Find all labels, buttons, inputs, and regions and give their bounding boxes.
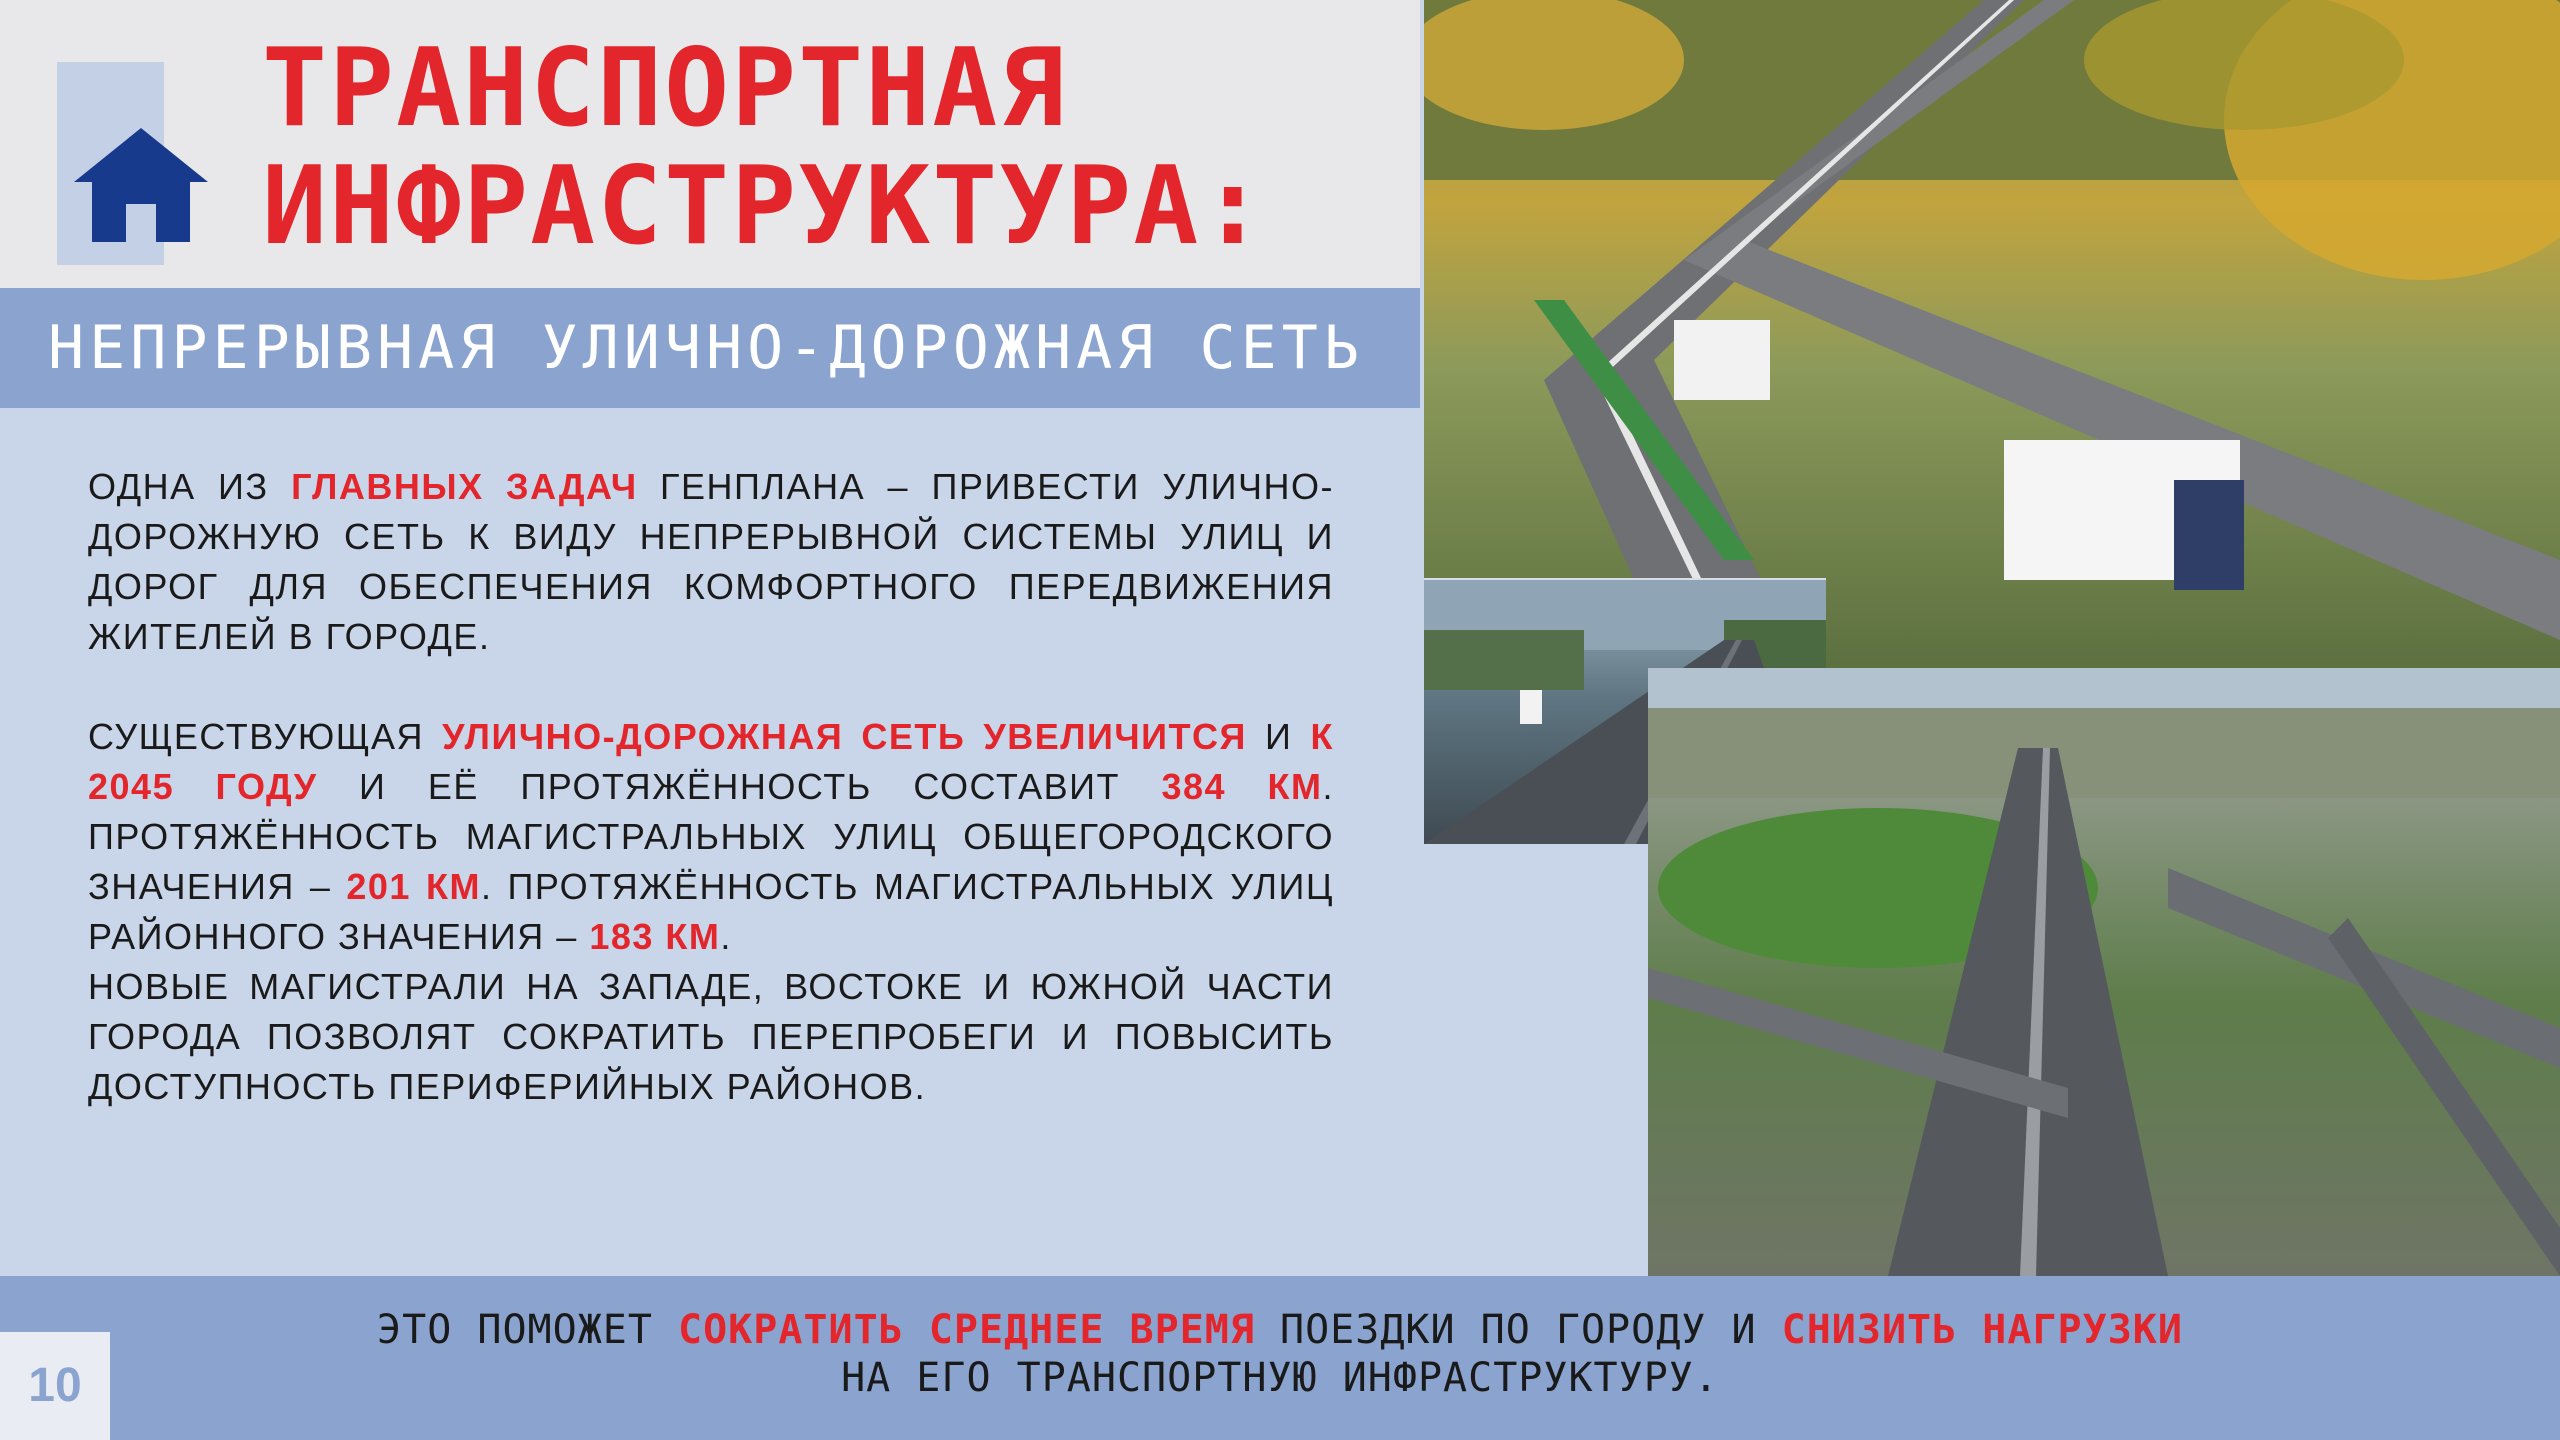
paragraph-new-highways: НОВЫЕ МАГИСТРАЛИ НА ЗАПАДЕ, ВОСТОКЕ И ЮЖНОЙ ЧАСТИ ГОРОДА ПОЗВОЛЯТ СОКРАТИТЬ ПЕРЕПРОБЕГИ И ПОВЫСИТЬ ДОСТУПНОСТЬ ПЕРИФЕРИЙНЫХ РАЙОНОВ. bbox=[88, 966, 1334, 1107]
highlight-main-tasks: ГЛАВНЫХ ЗАДАЧ bbox=[291, 466, 638, 507]
highway-photo-main bbox=[1424, 0, 2560, 668]
title-line-1: ТРАНСПОРТНАЯ bbox=[262, 26, 1067, 151]
highlight-reduce-time: СОКРАТИТЬ СРЕДНЕЕ ВРЕМЯ bbox=[678, 1307, 1255, 1353]
highlight-network-grows: УЛИЧНО-ДОРОЖНАЯ СЕТЬ УВЕЛИЧИТСЯ bbox=[442, 716, 1247, 757]
highway-photo-interchange bbox=[1648, 668, 2560, 1276]
highlight-district-length: 183 КМ bbox=[589, 916, 721, 957]
body-text bbox=[88, 462, 1334, 1112]
paragraph-goal: ОДНА ИЗ ГЛАВНЫХ ЗАДАЧ ГЕНПЛАНА – ПРИВЕСТИ УЛИЧНО-ДОРОЖНУЮ СЕТЬ К ВИДУ НЕПРЕРЫВНОЙ СИСТЕМЫ УЛИЦ И ДОРОГ ДЛЯ ОБЕСПЕЧЕНИЯ КОМФОРТНОГО ПЕРЕДВИЖЕНИЯ ЖИТЕЛЕЙ В ГОРОДЕ. bbox=[88, 466, 1334, 657]
subtitle: НЕПРЕРЫВНАЯ УЛИЧНО-ДОРОЖНАЯ СЕТЬ bbox=[48, 313, 1364, 383]
footer-conclusion: ЭТО ПОМОЖЕТ СОКРАТИТЬ СРЕДНЕЕ ВРЕМЯ ПОЕЗДКИ ПО ГОРОДУ И СНИЗИТЬ НАГРУЗКИ НА ЕГО ТРАНСПОРТНУЮ ИНФРАСТРУКТУРУ. bbox=[377, 1307, 2183, 1401]
highlight-year-2045: К 2045 ГОДУ bbox=[88, 716, 1334, 807]
highlight-reduce-load: СНИЗИТЬ НАГРУЗКИ bbox=[1781, 1307, 2183, 1353]
page-title bbox=[262, 26, 1268, 269]
house-icon bbox=[72, 124, 210, 244]
highlight-citywide-length: 201 КМ bbox=[346, 866, 481, 907]
page-number: 10 bbox=[28, 1359, 82, 1412]
highlight-total-length: 384 КМ bbox=[1161, 766, 1323, 807]
subtitle-band bbox=[0, 288, 1420, 408]
page-number-box bbox=[0, 1332, 110, 1440]
title-area bbox=[0, 0, 1420, 288]
title-line-2: ИНФРАСТРУКТУРА: bbox=[262, 144, 1268, 269]
paragraph-network-growth: СУЩЕСТВУЮЩАЯ УЛИЧНО-ДОРОЖНАЯ СЕТЬ УВЕЛИЧИТСЯ И К 2045 ГОДУ И ЕЁ ПРОТЯЖЁННОСТЬ СОСТАВИТ 384 КМ. ПРОТЯЖЁННОСТЬ МАГИСТРАЛЬНЫХ УЛИЦ ОБЩЕГОРОДСКОГО ЗНАЧЕНИЯ – 201 КМ. ПРОТЯЖЁННОСТЬ МАГИСТРАЛЬНЫХ УЛИЦ РАЙОННОГО ЗНАЧЕНИЯ – 183 КМ. bbox=[88, 716, 1335, 957]
